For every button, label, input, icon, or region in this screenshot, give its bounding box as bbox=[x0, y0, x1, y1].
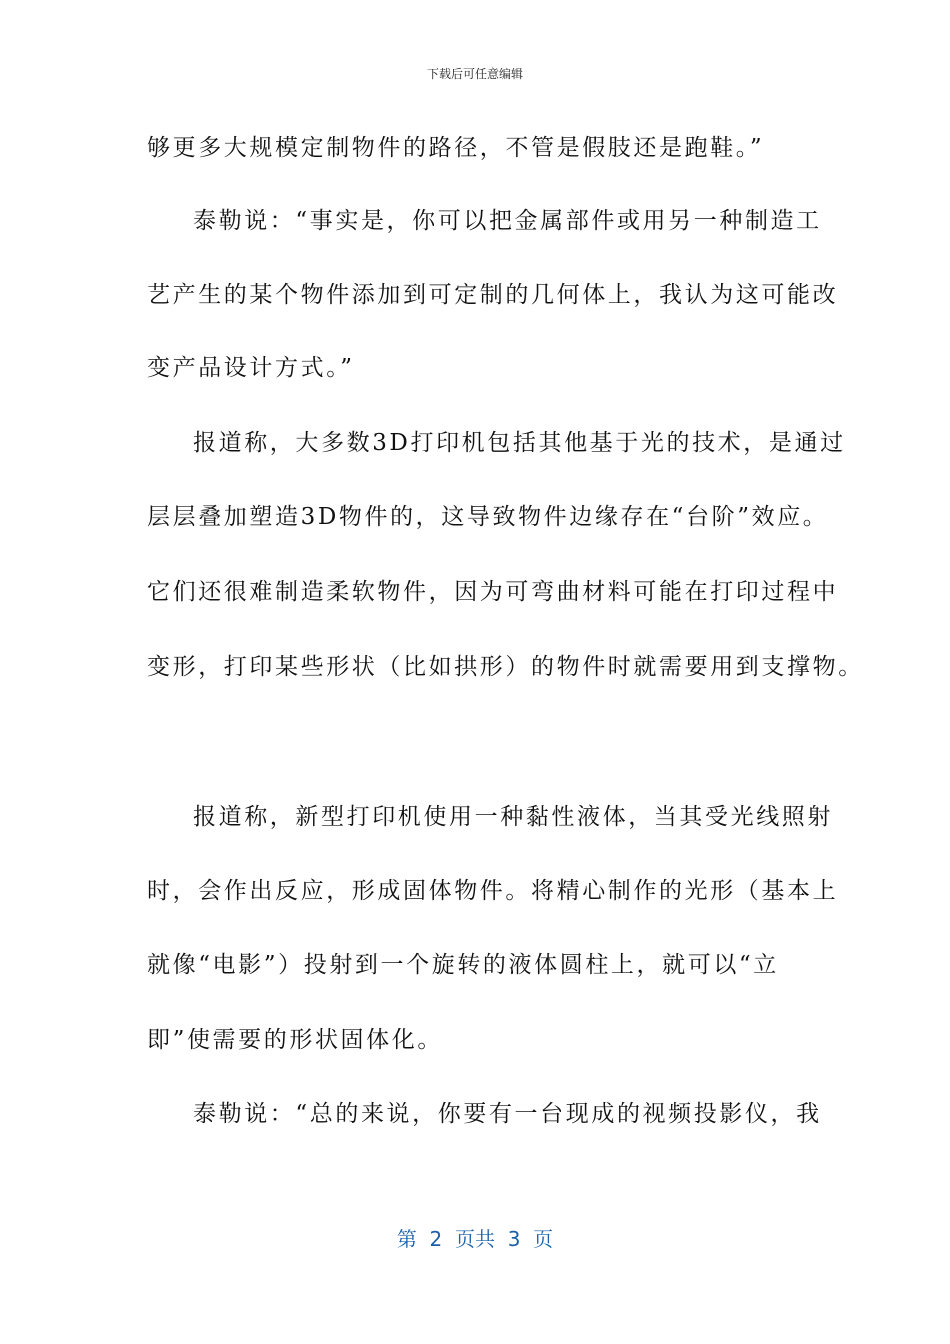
paragraph-line: 够更多大规模定制物件的路径，不管是假肢还是跑鞋。” bbox=[147, 135, 765, 161]
paragraph-line: 艺产生的某个物件添加到可定制的几何体上，我认为这可能改 bbox=[147, 282, 839, 308]
paragraph-line: 层层叠加塑造3D物件的，这导致物件边缘存在“台阶”效应。 bbox=[147, 504, 829, 530]
paragraph-line: 报道称，大多数3D打印机包括其他基于光的技术，是通过 bbox=[193, 430, 846, 456]
paragraph-line: 变产品设计方式。” bbox=[147, 355, 355, 381]
paragraph-line: 泰勒说：“总的来说，你要有一台现成的视频投影仪，我 bbox=[193, 1101, 822, 1127]
paragraph-line: 就像“电影”）投射到一个旋转的液体圆柱上，就可以“立 bbox=[147, 952, 779, 978]
page-header: 下载后可任意编辑 bbox=[426, 67, 523, 81]
paragraph-line: 泰勒说：“事实是，你可以把金属部件或用另一种制造工 bbox=[193, 208, 822, 234]
paragraph-line: 变形，打印某些形状（比如拱形）的物件时就需要用到支撑物。 bbox=[147, 654, 864, 680]
page-number-footer: 第 2 页共 3 页 bbox=[396, 1227, 554, 1251]
paragraph-line: 时，会作出反应，形成固体物件。将精心制作的光形（基本上 bbox=[147, 878, 839, 904]
paragraph-line: 报道称，新型打印机使用一种黏性液体，当其受光线照射 bbox=[193, 804, 833, 830]
paragraph-line: 即”使需要的形状固体化。 bbox=[147, 1027, 443, 1053]
paragraph-line: 它们还很难制造柔软物件，因为可弯曲材料可能在打印过程中 bbox=[147, 579, 839, 605]
